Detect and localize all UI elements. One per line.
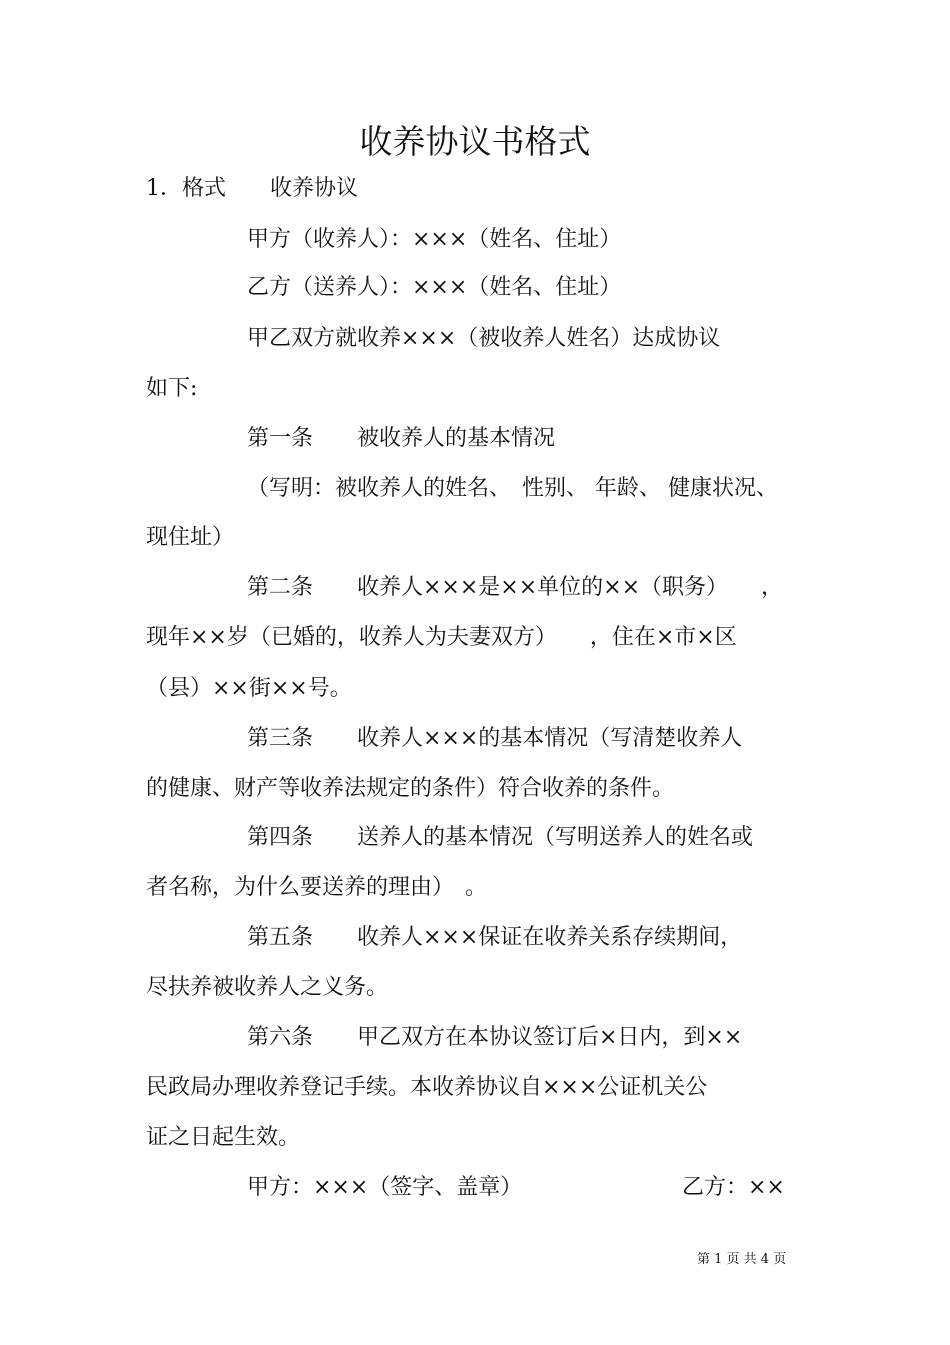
article-3-line-2: 的健康、财产等收养法规定的条件）符合收养的条件。 <box>146 776 675 801</box>
article-1-body: （写明：被收养人的姓名、 性别、 年龄、 健康状况、 <box>247 476 778 501</box>
party-a-line: 甲方（收养人）：×××（姓名、住址） <box>247 227 622 252</box>
page-number-footer: 第 1 页 共 4 页 <box>697 1252 787 1267</box>
signature-party-a: 甲方：×××（签字、盖章） <box>247 1175 523 1200</box>
article-5-line: 第五条 收养人×××保证在收养关系存续期间， <box>247 925 743 950</box>
article-1-body-cont: 现住址） <box>146 525 235 550</box>
signature-party-b: 乙方：×× <box>682 1175 785 1200</box>
article-1-heading: 第一条 被收养人的基本情况 <box>247 426 556 451</box>
document-title: 收养协议书格式 <box>359 122 591 161</box>
article-6-line: 第六条 甲乙双方在本协议签订后×日内，到×× <box>247 1025 743 1050</box>
article-5-line-2: 尽扶养被收养人之义务。 <box>146 975 389 1000</box>
article-3-line: 第三条 收养人×××的基本情况（写清楚收养人 <box>247 726 743 751</box>
article-2-line-2: 现年××岁（已婚的，收养人为夫妻双方） ，住在×市×区 <box>146 625 737 650</box>
section-heading: 1．格式 收养协议 <box>146 176 358 201</box>
party-b-line: 乙方（送养人）：×××（姓名、住址） <box>247 275 622 300</box>
agreement-intro-line: 甲乙双方就收养×××（被收养人姓名）达成协议 <box>247 326 721 351</box>
article-2-line-3: （县）××街××号。 <box>146 676 352 701</box>
article-4-line: 第四条 送养人的基本情况（写明送养人的姓名或 <box>247 825 754 850</box>
article-2-line: 第二条 收养人×××是××单位的××（职务） ， <box>247 575 784 600</box>
agreement-intro-cont: 如下: <box>146 376 198 401</box>
article-4-line-2: 者名称，为什么要送养的理由） 。 <box>146 875 488 900</box>
article-6-line-2: 民政局办理收养登记手续。本收养协议自×××公证机关公 <box>146 1075 708 1100</box>
article-6-line-3: 证之日起生效。 <box>146 1125 301 1150</box>
